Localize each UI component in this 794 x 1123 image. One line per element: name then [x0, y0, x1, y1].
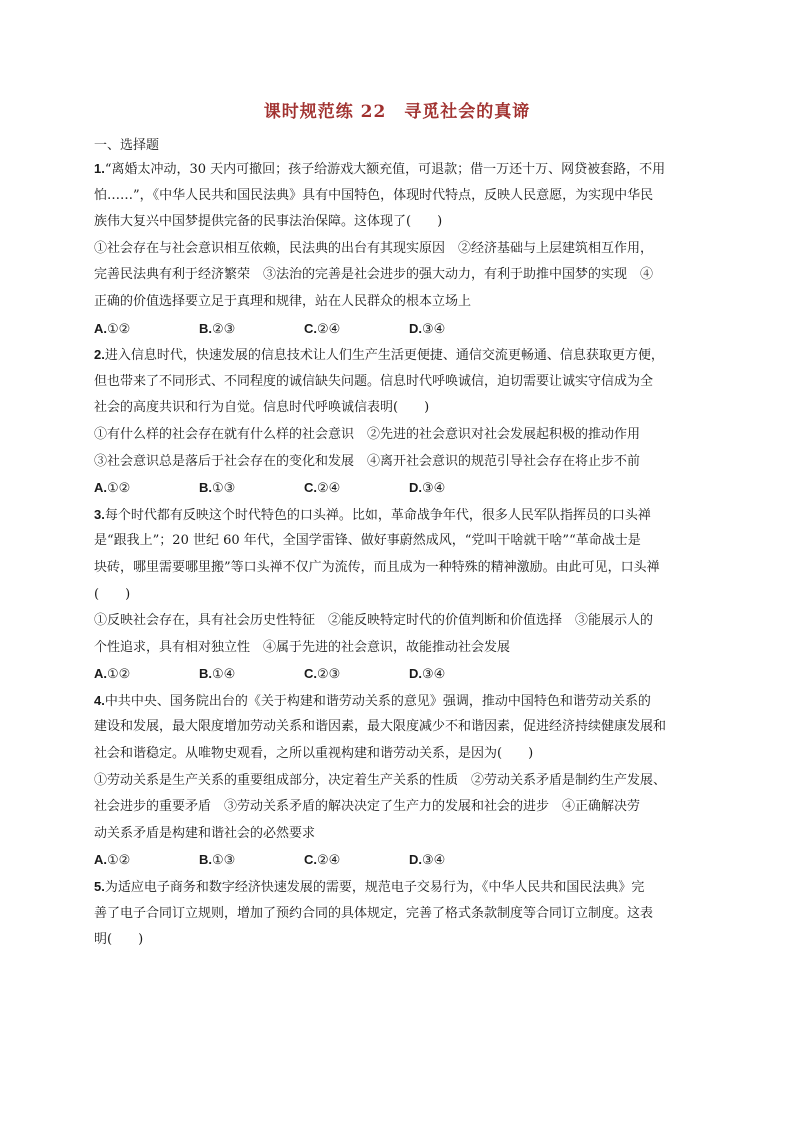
question-stem-line [94, 209, 704, 236]
statement-option-line: ①反映社会存在，具有社会历史性特征 ②能反映特定时代的价值判断和价值选择 ③能展示人的 [94, 613, 654, 629]
choice-letter: A. [94, 852, 107, 868]
choice-text: ①④ [212, 667, 236, 683]
section-heading: 一、选择题 [94, 138, 160, 153]
question-stem-line [94, 395, 704, 422]
question-stem-text: 进入信息时代，快速发展的信息技术让人们生产生活更便捷、通信交流更畅通、信息获取更方便， [104, 348, 664, 364]
question-stem-line [94, 156, 704, 183]
answer-choices [94, 475, 704, 502]
question-stem-line [94, 369, 704, 396]
question-stem-text: 社会的高度共识和行为自觉。信息时代呼唤诚信表明( ) [94, 400, 430, 416]
question-3 [94, 502, 704, 688]
question-stem-text: 族伟大复兴中国梦提供完备的民事法治保障。这体现了( ) [94, 214, 443, 230]
choice-letter: B. [199, 852, 212, 868]
question-4 [94, 688, 704, 874]
question-stem-line [94, 741, 704, 768]
answer-choice-a[interactable] [94, 661, 199, 688]
statement-option-line: 社会进步的重要矛盾 ③劳动关系矛盾的解决决定了生产力的发展和社会的进步 ④正确解决劳 [94, 799, 641, 815]
answer-choice-a[interactable] [94, 475, 199, 502]
question-stem-text: 但也带来了不同形式、不同程度的诚信缺失问题。信息时代呼唤诚信，迫切需要让诚实守信成为全 [94, 373, 654, 389]
question-1 [94, 156, 704, 342]
answer-choice-c[interactable] [304, 316, 409, 343]
choice-text: ①② [107, 667, 131, 683]
question-2 [94, 342, 704, 502]
choice-letter: B. [199, 320, 212, 336]
answer-choices [94, 847, 704, 874]
choice-text: ①③ [212, 481, 236, 497]
choice-text: ③④ [422, 853, 446, 869]
question-number: 5. [94, 879, 105, 895]
choice-text: ③④ [422, 321, 446, 337]
statement-option-line: 动关系矛盾是构建和谐社会的必然要求 [94, 825, 316, 841]
question-stem-line [94, 342, 704, 369]
choice-text: ①② [107, 853, 131, 869]
choice-letter: C. [304, 480, 317, 496]
question-stem-text: 中共中央、国务院出台的《关于构建和谐劳动关系的意见》强调，推动中国特色和谐劳动关系的 [104, 693, 651, 709]
answer-choice-b[interactable] [199, 316, 304, 343]
answer-choice-d[interactable] [409, 661, 514, 688]
question-stem-line [94, 502, 704, 529]
question-stem-text: ( ) [94, 586, 131, 602]
choice-text: ②④ [317, 481, 341, 497]
question-stem-line [94, 901, 704, 928]
answer-choice-d[interactable] [409, 847, 514, 874]
answer-choice-b[interactable] [199, 475, 304, 502]
question-5 [94, 874, 704, 954]
question-stem-text: 是“跟我上”；20 世纪 60 年代，全国学雷锋、做好事蔚然成风，“党叫干啥就干啥”“革命战士是 [94, 533, 641, 549]
choice-letter: B. [199, 480, 212, 496]
question-stem-text: 善了电子合同订立规则，增加了预约合同的具体规定，完善了格式条款制度等合同订立制度。这表 [94, 905, 654, 921]
question-stem-text: “离婚太冲动，30 天内可撤回；孩子给游戏大额充值，可退款；借一万还十万、网贷被套路，不用 [104, 162, 666, 177]
choice-letter: D. [409, 480, 422, 496]
choice-letter: C. [304, 666, 317, 682]
question-stem-line [94, 688, 704, 715]
choice-letter: C. [304, 320, 317, 336]
choice-text: ②④ [317, 321, 341, 337]
question-stem-text: 明( ) [94, 932, 144, 948]
answer-choice-c[interactable] [304, 475, 409, 502]
question-number: 3. [94, 506, 105, 522]
question-stem-text: 社会和谐稳定。从唯物史观看，之所以重视构建和谐劳动关系，是因为( ) [94, 746, 534, 762]
question-stem-line [94, 582, 704, 609]
choice-letter: A. [94, 320, 107, 336]
choice-text: ①② [107, 321, 131, 337]
question-stem-line [94, 555, 704, 582]
question-stem-line [94, 927, 704, 954]
question-stem-text: 怕……”，《中华人民共和国民法典》具有中国特色，体现时代特点，反映人民意愿，为实现中华民 [94, 187, 654, 203]
answer-choice-a[interactable] [94, 847, 199, 874]
choice-letter: D. [409, 852, 422, 868]
question-stem-line [94, 183, 704, 210]
answer-choice-c[interactable] [304, 847, 409, 874]
choice-text: ③④ [422, 667, 446, 683]
statement-option-line: ①有什么样的社会存在就有什么样的社会意识 ②先进的社会意识对社会发展起积极的推动作用 [94, 426, 641, 442]
page-title: 课时规范练 22 寻觅社会的真谛 [263, 102, 531, 122]
answer-choices [94, 316, 704, 343]
answer-choice-b[interactable] [199, 661, 304, 688]
choice-text: ①② [107, 481, 131, 497]
choice-letter: D. [409, 666, 422, 682]
answer-choice-c[interactable] [304, 661, 409, 688]
choice-letter: A. [94, 480, 107, 496]
question-number: 4. [94, 692, 105, 708]
question-stem-line [94, 874, 704, 901]
question-stem-text: 每个时代都有反映这个时代特色的口头禅。比如，革命战争年代，很多人民军队指挥员的口头禅 [104, 507, 651, 523]
question-stem-line [94, 528, 704, 555]
choice-text: ②③ [212, 321, 236, 337]
answer-choices [94, 661, 704, 688]
answer-choice-b[interactable] [199, 847, 304, 874]
choice-text: ①③ [212, 853, 236, 869]
question-stem-text: 为适应电子商务和数字经济快速发展的需要，规范电子交易行为，《中华人民共和国民法典》完 [104, 880, 645, 896]
choice-letter: C. [304, 852, 317, 868]
answer-choice-a[interactable] [94, 316, 199, 343]
question-number: 1. [94, 161, 105, 176]
choice-letter: D. [409, 320, 422, 336]
question-stem-line [94, 714, 704, 741]
statement-option-line: ①社会存在与社会意识相互依赖，民法典的出台有其现实原因 ②经济基础与上层建筑相互作用， [94, 240, 654, 256]
statement-option-line: 正确的价值选择要立足于真理和规律，站在人民群众的根本立场上 [94, 293, 472, 309]
statement-option-line: ③社会意识总是落后于社会存在的变化和发展 ④离开社会意识的规范引导社会存在将止步不前 [94, 453, 641, 469]
statement-option-line: ①劳动关系是生产关系的重要组成部分，决定着生产关系的性质 ②劳动关系矛盾是制约生产发展、 [94, 772, 667, 788]
question-list [94, 156, 704, 954]
answer-choice-d[interactable] [409, 316, 514, 343]
choice-text: ②③ [317, 667, 341, 683]
statement-option-line: 完善民法典有利于经济繁荣 ③法治的完善是社会进步的强大动力，有利于助推中国梦的实现 ④ [94, 267, 654, 283]
choice-letter: B. [199, 666, 212, 682]
question-number: 2. [94, 347, 105, 363]
statement-option-line: 个性追求，具有相对独立性 ④属于先进的社会意识，故能推动社会发展 [94, 639, 511, 655]
choice-text: ②④ [317, 853, 341, 869]
question-stem-text: 块砖，哪里需要哪里搬”等口头禅不仅广为流传，而且成为一种特殊的精神激励。由此可见，口头禅 [94, 559, 660, 575]
answer-choice-d[interactable] [409, 475, 514, 502]
choice-letter: A. [94, 666, 107, 682]
question-stem-text: 建设和发展，最大限度增加劳动关系和谐因素，最大限度减少不和谐因素，促进经济持续健康发展和 [94, 719, 667, 735]
choice-text: ③④ [422, 481, 446, 497]
